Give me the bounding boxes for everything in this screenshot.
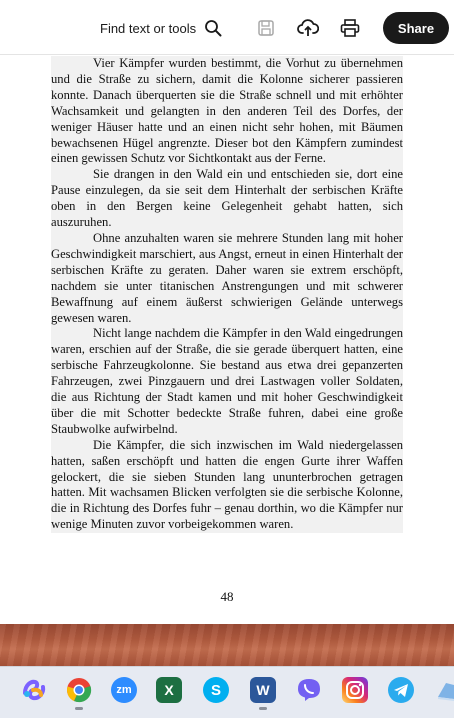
share-button[interactable]: Share — [383, 12, 449, 44]
zoom-app-icon[interactable] — [111, 677, 137, 703]
taskbar — [0, 666, 454, 718]
skype-app-icon[interactable] — [203, 677, 229, 703]
page-text — [51, 56, 403, 533]
copilot-app-icon[interactable] — [21, 677, 47, 703]
chrome-app-icon[interactable] — [66, 677, 92, 703]
word-active-indicator — [259, 707, 267, 710]
word-icon-label: W — [256, 682, 270, 698]
search-icon — [204, 19, 222, 37]
chrome-active-indicator — [75, 707, 83, 710]
viber-app-icon[interactable] — [296, 677, 322, 703]
upload-cloud-icon[interactable] — [296, 16, 320, 40]
find-text-or-tools-button[interactable] — [100, 16, 222, 40]
paragraph-4: Nicht lange nachdem die Kämpfer in den Wald eingedrungen waren, erschien auf der Straße, die sie gerade überquert hatten, eine serbische Fahrzeugkolonne. Sie bestand aus etwa drei gepanzerten Fahrzeugen, zwei Pinzgauern und drei Lastwagen voller Soldaten, die aus Richtung der Stadt kamen und mit hoher Geschwindigkeit über die mit Schotter bedeckte Straße fuhren, dabei eine große Staubwolke aufwirbelnd. — [51, 326, 403, 436]
telegram-app-icon[interactable] — [388, 677, 414, 703]
paragraph-2: Sie drangen in den Wald ein und entschieden sie, dort eine Pause einzulegen, da sie seit dem Hinterhalt der serbischen Kräfte oben in den Bergen keine Gelegenheit gehabt hatten, sich auszuruhen. — [51, 167, 403, 230]
save-icon[interactable] — [254, 16, 278, 40]
paragraph-1: Vier Kämpfer wurden bestimmt, die Vorhut zu übernehmen und die Straße zu sichern, damit die Kolonne sicherer passieren konnte. Danach überquerten sie die Straße schnell und mit erhöhter Wachsamkeit und gelangten in den anderen Teil des Dorfes, der weniger Häuser hatte und an einen nicht sehr hohen, mit Bäumen bewachsenen Hügel angrenzte. Dieser bot den Kämpfern zumindest einen gewissen Schutz vor Sichtkontakt aus der Ferne. — [51, 56, 403, 166]
paragraph-5: Die Kämpfer, die sich inzwischen im Wald niedergelassen hatten, saßen erschöpft und hatten die engen Gurte ihrer Waffen gelockert, die sie sieben Stunden lang ununterbrochen getragen hatten. Mit wachsamen Blicken verfolgten sie die serbische Kolonne, die in Richtung des Dorfes fuhr – genau dorthin, wo die Kämpfer nur wenige Minuten zuvor vorbeigekommen waren. — [51, 437, 403, 532]
zoom-icon-label: zm — [116, 684, 132, 696]
excel-app-icon[interactable] — [156, 677, 182, 703]
print-icon[interactable] — [338, 16, 362, 40]
paragraph-3: Ohne anzuhalten waren sie mehrere Stunden lang mit hoher Geschwindigkeit marschiert, aus Angst, erneut in einen Hinterhalt der serbischen Kräfte zu geraten. Daher waren sie extrem erschöpft, nachdem sie unter titanischen Anstrengungen und mit schwerer Bewaffnung auf einem äußerst schwierigen Gelände unterwegs gewesen waren. — [51, 230, 403, 325]
document-page — [0, 56, 454, 624]
excel-icon-label: X — [164, 682, 174, 698]
partial-app-icon[interactable] — [434, 677, 454, 703]
app-toolbar — [0, 0, 454, 55]
desktop-wallpaper — [0, 624, 454, 666]
word-app-icon[interactable] — [250, 677, 276, 703]
skype-icon-label: S — [210, 681, 221, 699]
page-number: 48 — [220, 589, 234, 604]
find-text-label: Find text or tools — [100, 20, 197, 36]
instagram-app-icon[interactable] — [342, 677, 368, 703]
